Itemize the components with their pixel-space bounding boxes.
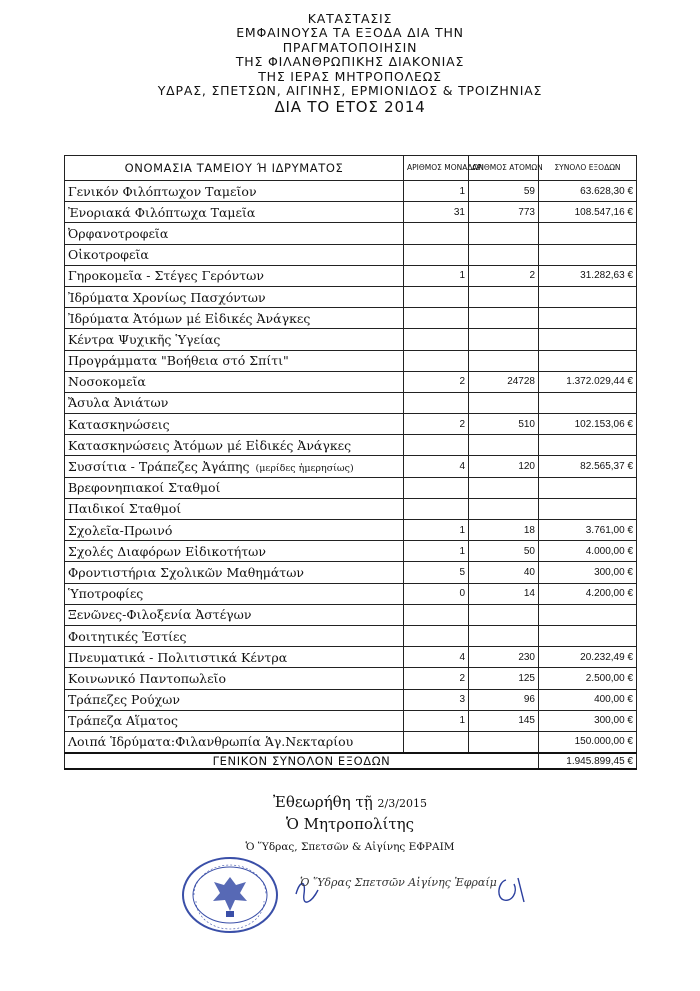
row-name: Τράπεζες Ρούχων — [68, 692, 180, 708]
row-units-cell — [404, 625, 469, 646]
header-line-3: ΠΡΑΓΜΑΤΟΠΟΙΗΣΙΝ — [282, 39, 418, 55]
table-row — [65, 456, 637, 477]
grand-total-label: ΓΕΝΙΚΟΝ ΣΥΝΟΛΟΝ ΕΞΟΔΩΝ — [65, 753, 539, 769]
row-name: Λοιπά Ἱδρύματα:Φιλανθρωπία Ἁγ.Νεκταρίου — [68, 734, 354, 750]
grand-total-row — [65, 753, 637, 769]
table-header-row — [65, 156, 637, 181]
row-name: Παιδικοί Σταθμοί — [68, 501, 182, 517]
row-total-cell — [539, 308, 637, 329]
grand-total-value: 1.945.899,45 € — [539, 753, 637, 769]
row-name-cell — [65, 625, 404, 646]
row-units-cell: 1 — [404, 181, 469, 202]
row-total-cell — [539, 329, 637, 350]
row-total-cell: 4.000,00 € — [539, 541, 637, 562]
row-total-cell: 108.547,16 € — [539, 202, 637, 223]
row-persons-cell: 773 — [469, 202, 539, 223]
approval-name: Ὁ Ὕδρας, Σπετσῶν & Αἰγίνης ΕΦΡΑΙΜ — [245, 841, 455, 853]
row-units-cell: 2 — [404, 414, 469, 435]
row-name-cell — [65, 371, 404, 392]
header-line-4: ΤΗΣ ΦΙΛΑΝΘΡΩΠΙΚΗΣ ΔΙΑΚΟΝΙΑΣ — [235, 54, 465, 70]
row-persons-cell: 14 — [469, 583, 539, 604]
table-row — [65, 265, 637, 286]
signature-handwriting: Ὁ Ὕδρας Σπετσῶν Αἰγίνης Ἐφραίμ — [300, 876, 497, 889]
row-name: Ὑποτροφίες — [68, 586, 144, 602]
table-body — [65, 181, 637, 754]
row-name-cell — [65, 668, 404, 689]
table-row — [65, 520, 637, 541]
row-name: Ἰδρύματα Χρονίως Πασχόντων — [68, 289, 266, 305]
table-row — [65, 498, 637, 519]
column-header-persons: ΑΡΙΘΜΟΣ ΑΤΟΜΩΝ — [469, 156, 539, 181]
row-name-cell — [65, 562, 404, 583]
table-row — [65, 435, 637, 456]
row-persons-cell: 120 — [469, 456, 539, 477]
row-total-cell — [539, 223, 637, 244]
header-year: ΔΙΑ ΤΟ ΕΤΟΣ 2014 — [274, 98, 426, 117]
row-name-cell — [65, 329, 404, 350]
row-total-cell: 102.153,06 € — [539, 414, 637, 435]
row-persons-cell: 230 — [469, 647, 539, 668]
approval-date: 2/3/2015 — [377, 797, 427, 810]
row-total-cell: 63.628,30 € — [539, 181, 637, 202]
table-row — [65, 371, 637, 392]
row-total-cell — [539, 477, 637, 498]
row-units-cell — [404, 286, 469, 307]
row-total-cell: 20.232,49 € — [539, 647, 637, 668]
row-persons-cell — [469, 286, 539, 307]
column-header-total: ΣΥΝΟΛΟ ΕΞΟΔΩΝ — [539, 156, 637, 181]
row-name-cell — [65, 647, 404, 668]
row-units-cell: 1 — [404, 541, 469, 562]
row-note: (μερίδες ἡμερησίως) — [255, 463, 354, 475]
row-persons-cell — [469, 435, 539, 456]
row-name-cell — [65, 286, 404, 307]
row-name: Οἰκοτροφεῖα — [68, 247, 149, 263]
row-units-cell: 4 — [404, 647, 469, 668]
row-name: Σχολές Διαφόρων Εἰδικοτήτων — [68, 543, 266, 559]
table-row — [65, 541, 637, 562]
row-persons-cell: 510 — [469, 414, 539, 435]
row-units-cell — [404, 350, 469, 371]
row-total-cell: 2.500,00 € — [539, 668, 637, 689]
table-row — [65, 477, 637, 498]
row-units-cell — [404, 244, 469, 265]
row-total-cell — [539, 604, 637, 625]
row-total-cell — [539, 244, 637, 265]
row-total-cell — [539, 286, 637, 307]
row-name: Κέντρα Ψυχικῆς Ὑγείας — [68, 331, 221, 347]
row-units-cell: 0 — [404, 583, 469, 604]
row-name: Σχολεῖα-Πρωινό — [68, 522, 173, 538]
table-row — [65, 202, 637, 223]
row-name-cell — [65, 350, 404, 371]
table-row — [65, 583, 637, 604]
row-persons-cell: 18 — [469, 520, 539, 541]
row-name-cell — [65, 520, 404, 541]
table-row — [65, 731, 637, 753]
row-total-cell: 300,00 € — [539, 562, 637, 583]
row-units-cell — [404, 477, 469, 498]
row-total-cell — [539, 435, 637, 456]
row-name-cell — [65, 541, 404, 562]
row-units-cell — [404, 604, 469, 625]
row-persons-cell — [469, 308, 539, 329]
row-persons-cell: 50 — [469, 541, 539, 562]
row-name-cell — [65, 689, 404, 710]
table-row — [65, 244, 637, 265]
table-row — [65, 668, 637, 689]
row-persons-cell — [469, 625, 539, 646]
row-name: Συσσίτια - Τράπεζες Ἀγάπης — [68, 459, 250, 475]
row-units-cell: 1 — [404, 710, 469, 731]
row-name-cell — [65, 265, 404, 286]
table-row — [65, 414, 637, 435]
row-name-cell — [65, 202, 404, 223]
row-units-cell: 1 — [404, 520, 469, 541]
row-total-cell — [539, 392, 637, 413]
table-row — [65, 181, 637, 202]
row-units-cell — [404, 392, 469, 413]
row-persons-cell: 96 — [469, 689, 539, 710]
row-name-cell — [65, 414, 404, 435]
row-persons-cell: 24728 — [469, 371, 539, 392]
row-name: Φοιτητικές Ἑστίες — [68, 628, 187, 644]
row-units-cell — [404, 308, 469, 329]
row-name-cell — [65, 244, 404, 265]
row-name: Φροντιστήρια Σχολικῶν Μαθημάτων — [68, 564, 305, 580]
row-total-cell — [539, 350, 637, 371]
header-title: ΚΑΤΑΣΤΑΣΙΣ — [307, 11, 393, 26]
row-name-cell — [65, 710, 404, 731]
row-persons-cell — [469, 244, 539, 265]
row-name-cell — [65, 583, 404, 604]
approval-seen-label: Ἐθεωρήθη τῇ — [273, 793, 373, 811]
row-total-cell: 150.000,00 € — [539, 731, 637, 753]
metropolis-seal-icon — [180, 855, 280, 935]
row-total-cell — [539, 625, 637, 646]
header-line-6: ΥΔΡΑΣ, ΣΠΕΤΣΩΝ, ΑΙΓΙΝΗΣ, ΕΡΜΙΟΝΙΔΟΣ & ΤΡΟΙΖΗΝΙΑΣ — [157, 83, 543, 99]
row-total-cell: 1.372.029,44 € — [539, 371, 637, 392]
table-row — [65, 647, 637, 668]
row-persons-cell: 145 — [469, 710, 539, 731]
table-row — [65, 286, 637, 307]
row-persons-cell — [469, 477, 539, 498]
row-persons-cell: 59 — [469, 181, 539, 202]
row-persons-cell — [469, 498, 539, 519]
table-row — [65, 329, 637, 350]
row-name-cell — [65, 223, 404, 244]
row-name-cell — [65, 456, 404, 477]
row-total-cell — [539, 498, 637, 519]
table-row — [65, 604, 637, 625]
row-total-cell: 82.565,37 € — [539, 456, 637, 477]
row-total-cell: 4.200,00 € — [539, 583, 637, 604]
column-header-name: ΟΝΟΜΑΣΙΑ ΤΑΜΕΙΟΥ Ή ΙΔΡΥΜΑΤΟΣ — [65, 156, 404, 181]
row-name-cell — [65, 477, 404, 498]
row-name: Πνευματικά - Πολιτιστικά Κέντρα — [68, 649, 288, 665]
row-persons-cell: 125 — [469, 668, 539, 689]
row-name: Ἐνοριακά Φιλόπτωχα Ταμεῖα — [68, 204, 256, 220]
row-name: Νοσοκομεῖα — [68, 374, 146, 390]
approval-title: Ὁ Μητροπολίτης — [285, 815, 415, 833]
expenses-table — [64, 155, 637, 770]
table-row — [65, 350, 637, 371]
row-persons-cell: 2 — [469, 265, 539, 286]
table-row — [65, 308, 637, 329]
row-units-cell: 31 — [404, 202, 469, 223]
row-name-cell — [65, 604, 404, 625]
row-total-cell: 31.282,63 € — [539, 265, 637, 286]
row-name: Ὀρφανοτροφεῖα — [68, 225, 169, 241]
row-name: Γηροκομεῖα - Στέγες Γερόντων — [68, 268, 264, 284]
column-header-units: ΑΡΙΘΜΟΣ ΜΟΝΑΔΩΝ — [404, 156, 469, 181]
table-row — [65, 689, 637, 710]
row-name: Βρεφονηπιακοί Σταθμοί — [68, 480, 221, 496]
row-name: Ἰδρύματα Ἀτόμων μέ Εἰδικές Ἀνάγκες — [68, 310, 311, 326]
row-name-cell — [65, 498, 404, 519]
row-persons-cell — [469, 604, 539, 625]
row-name-cell — [65, 392, 404, 413]
row-name: Κοινωνικό Παντοπωλεῖο — [68, 670, 226, 686]
table-row — [65, 392, 637, 413]
row-name: Ἄσυλα Ἀνιάτων — [68, 395, 169, 411]
row-name: Κατασκηνώσεις — [68, 416, 170, 432]
row-persons-cell: 40 — [469, 562, 539, 583]
row-name-cell — [65, 181, 404, 202]
header-line-5: ΤΗΣ ΙΕΡΑΣ ΜΗΤΡΟΠΟΛΕΩΣ — [258, 68, 442, 84]
approval-block — [0, 793, 700, 853]
row-units-cell: 5 — [404, 562, 469, 583]
row-persons-cell — [469, 223, 539, 244]
table-row — [65, 223, 637, 244]
row-total-cell: 3.761,00 € — [539, 520, 637, 541]
row-units-cell: 2 — [404, 668, 469, 689]
row-units-cell — [404, 223, 469, 244]
row-persons-cell — [469, 731, 539, 753]
row-units-cell — [404, 435, 469, 456]
row-name-cell — [65, 308, 404, 329]
row-persons-cell — [469, 350, 539, 371]
row-name: Κατασκηνώσεις Ἀτόμων μέ Εἰδικές Ἀνάγκες — [68, 437, 352, 453]
row-name: Προγράμματα "Βοήθεια στό Σπίτι" — [68, 353, 289, 369]
row-units-cell — [404, 731, 469, 753]
row-name: Ξενῶνες-Φιλοξενία Ἀστέγων — [68, 607, 252, 623]
row-units-cell: 3 — [404, 689, 469, 710]
row-name-cell — [65, 435, 404, 456]
header-line-2: ΕΜΦΑΙΝΟΥΣΑ ΤΑ ΕΞΟΔΑ ΔΙΑ ΤΗΝ — [236, 25, 464, 41]
row-units-cell: 4 — [404, 456, 469, 477]
document-header — [0, 12, 700, 115]
row-name: Γενικόν Φιλόπτωχον Ταμεῖον — [68, 183, 257, 199]
row-total-cell: 400,00 € — [539, 689, 637, 710]
row-total-cell: 300,00 € — [539, 710, 637, 731]
table-row — [65, 625, 637, 646]
approval-seen-line — [0, 793, 700, 811]
table-row — [65, 562, 637, 583]
row-units-cell — [404, 498, 469, 519]
row-units-cell: 2 — [404, 371, 469, 392]
row-name: Τράπεζα Αἵματος — [68, 713, 178, 729]
row-units-cell — [404, 329, 469, 350]
row-units-cell: 1 — [404, 265, 469, 286]
row-persons-cell — [469, 392, 539, 413]
row-persons-cell — [469, 329, 539, 350]
row-name-cell — [65, 731, 404, 753]
table-row — [65, 710, 637, 731]
